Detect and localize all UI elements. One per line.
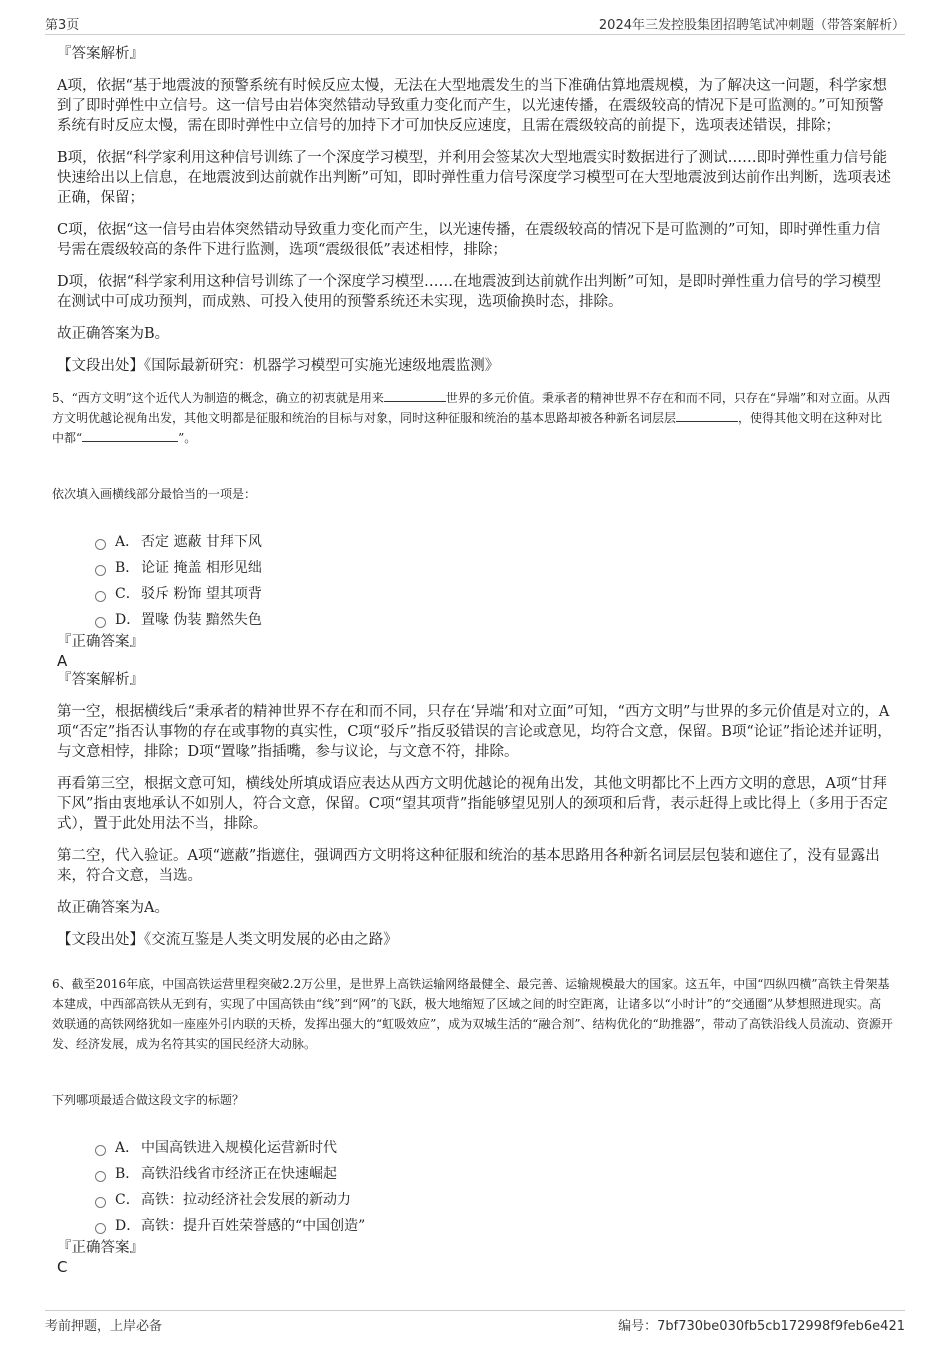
q6-answer-heading: 『正确答案』 bbox=[57, 1240, 144, 1256]
page-header bbox=[45, 12, 905, 35]
q6-answer: C bbox=[57, 1258, 68, 1276]
q5-analysis-heading: 『答案解析』 bbox=[57, 672, 144, 688]
q4-analysis-heading: 『答案解析』 bbox=[57, 46, 144, 62]
q5-answer: A bbox=[57, 652, 68, 670]
footer-slogan: 考前押题，上岸必备 bbox=[45, 1319, 163, 1334]
radio-icon[interactable] bbox=[95, 1171, 106, 1182]
q5-analysis-para-3: 第二空，代入验证。A项“遮蔽”指遮住，强调西方文明将这种征服和统治的基本思路用各种新名词层层包装和遮住了，没有显露出来，符合文意，当选。 bbox=[57, 848, 880, 884]
q4-analysis-para-d: D项，依据“科学家利用这种信号训练了一个深度学习模型……在地震波到达前就作出判断”可知，是即时弹性重力信号的学习模型在测试中可成功预判，而成熟、可投入使用的预警系统还未实现，选项偷换时态，排除。 bbox=[57, 274, 881, 310]
document-code: 编号：7bf730be030fb5cb172998f9feb6e421 bbox=[618, 1319, 905, 1334]
q5-answer-heading: 『正确答案』 bbox=[57, 634, 144, 650]
q6-option-d[interactable]: D． 高铁：提升百姓荣誉感的“中国创造” bbox=[95, 1212, 893, 1238]
q5-option-d[interactable]: D． 置喙 伪装 黯然失色 bbox=[95, 606, 893, 632]
q5-option-a[interactable]: A． 否定 遮蔽 甘拜下风 bbox=[95, 528, 893, 554]
page-content bbox=[52, 44, 893, 1276]
q5-prompt: 依次填入画横线部分最恰当的一项是： bbox=[52, 487, 257, 501]
q6-prompt: 下列哪项最适合做这段文字的标题？ bbox=[52, 1093, 245, 1107]
blank-1 bbox=[384, 389, 446, 402]
radio-icon[interactable] bbox=[95, 1223, 106, 1234]
q5-option-c[interactable]: C． 驳斥 粉饰 望其项背 bbox=[95, 580, 893, 606]
q4-analysis-para-b: B项，依据“科学家利用这种信号训练了一个深度学习模型，并利用会签某次大型地震实时数据进行了测试……即时弹性重力信号能快速给出以上信息，在地震波到达前就作出判断”可知，即时弹性重力信号深度学习模型可在大型地震波到达前作出判断，选项表述正确，保留； bbox=[57, 150, 891, 206]
q4-conclusion: 故正确答案为B。 bbox=[57, 326, 170, 342]
radio-icon[interactable] bbox=[95, 617, 106, 628]
q5-analysis-para-2: 再看第三空，根据文意可知，横线处所填成语应表达从西方文明优越论的视角出发，其他文明都比不上西方文明的意思，A项“甘拜下风”指由衷地承认不如别人，符合文意，保留。C项“望其项背”指能够望见别人的颈项和后背，表示赶得上或比得上（多用于否定式），置于此处用法不当，排除。 bbox=[57, 776, 888, 832]
radio-icon[interactable] bbox=[95, 565, 106, 576]
q5-stem: 5、“西方文明”这个近代人为制造的概念，确立的初衷就是用来 世界的多元价值。秉承者的精神世界不存在和而不同，只存在“异端”和对立面。从西方文明优越论视角出发，其他文明都是征服和统治的目标与对象，同时这种征服和统治的基本思路却被各种新名词层层 ，使得其他文明在这种对比中都“ ”。 bbox=[52, 391, 891, 445]
page-number: 第3页 bbox=[45, 18, 80, 33]
q5-conclusion: 故正确答案为A。 bbox=[57, 900, 169, 916]
radio-icon[interactable] bbox=[95, 1145, 106, 1156]
q5-option-b[interactable]: B． 论证 掩盖 相形见绌 bbox=[95, 554, 893, 580]
q4-analysis-para-c: C项，依据“这一信号由岩体突然错动导致重力变化而产生，以光速传播，在震级较高的情况下是可监测的”可知，即时弹性重力信号需在震级较高的条件下进行监测，选项“震级很低”表述相悖，排除； bbox=[57, 222, 881, 258]
page-footer bbox=[45, 1310, 905, 1335]
blank-3 bbox=[82, 429, 178, 442]
blank-2 bbox=[676, 409, 738, 422]
q4-analysis-para-a: A项，依据“基于地震波的预警系统有时候反应太慢，无法在大型地震发生的当下准确估算地震规模，为了解决这一问题，科学家想到了即时弹性中立信号。这一信号由岩体突然错动导致重力变化而产生，以光速传播，在震级较高的情况下是可监测的。”可知预警系统有时反应太慢，需在即时弹性中立信号的加持下才可加快反应速度，且需在震级较高的前提下，选项表述错误，排除； bbox=[57, 78, 887, 134]
radio-icon[interactable] bbox=[95, 591, 106, 602]
q5-analysis-para-1: 第一空，根据横线后“秉承者的精神世界不存在和而不同，只存在‘异端’和对立面”可知，“西方文明”与世界的多元价值是对立的，A项“否定”指否认事物的存在或事物的真实性，C项“驳斥”指反驳错误的言论或意见，均符合文意，保留。B项“论证”指论述并证明，与文意相悖，排除；D项“置喙”指插嘴，参与议论，与文意不符，排除。 bbox=[57, 704, 892, 760]
q6-option-a[interactable]: A． 中国高铁进入规模化运营新时代 bbox=[95, 1134, 893, 1160]
q5-source: 【文段出处】《交流互鉴是人类文明发展的必由之路》 bbox=[57, 932, 398, 948]
q6-option-c[interactable]: C． 高铁：拉动经济社会发展的新动力 bbox=[95, 1186, 893, 1212]
q4-source: 【文段出处】《国际最新研究：机器学习模型可实施光速级地震监测》 bbox=[57, 358, 500, 374]
radio-icon[interactable] bbox=[95, 1197, 106, 1208]
q6-option-b[interactable]: B． 高铁沿线省市经济正在快速崛起 bbox=[95, 1160, 893, 1186]
q6-stem: 6、截至2016年底，中国高铁运营里程突破2.2万公里，是世界上高铁运输网络最健全、最完善、运输规模最大的国家。这五年，中国“四纵四横”高铁主骨架基本建成，中西部高铁从无到有，实现了中国高铁由“线”到“网”的飞跃，极大地缩短了区域之间的时空距离，让诸多以“小时计”的“交通圈”从梦想照进现实。高效联通的高铁网络犹如一座座外引内联的天桥，发挥出强大的“虹吸效应”，成为双城生活的“融合剂”、结构优化的“助推器”，带动了高铁沿线人员流动、资源开发、经济发展，成为名符其实的国民经济大动脉。 bbox=[52, 977, 893, 1051]
document-title: 2024年三发控股集团招聘笔试冲刺题（带答案解析） bbox=[598, 18, 905, 33]
radio-icon[interactable] bbox=[95, 539, 106, 550]
